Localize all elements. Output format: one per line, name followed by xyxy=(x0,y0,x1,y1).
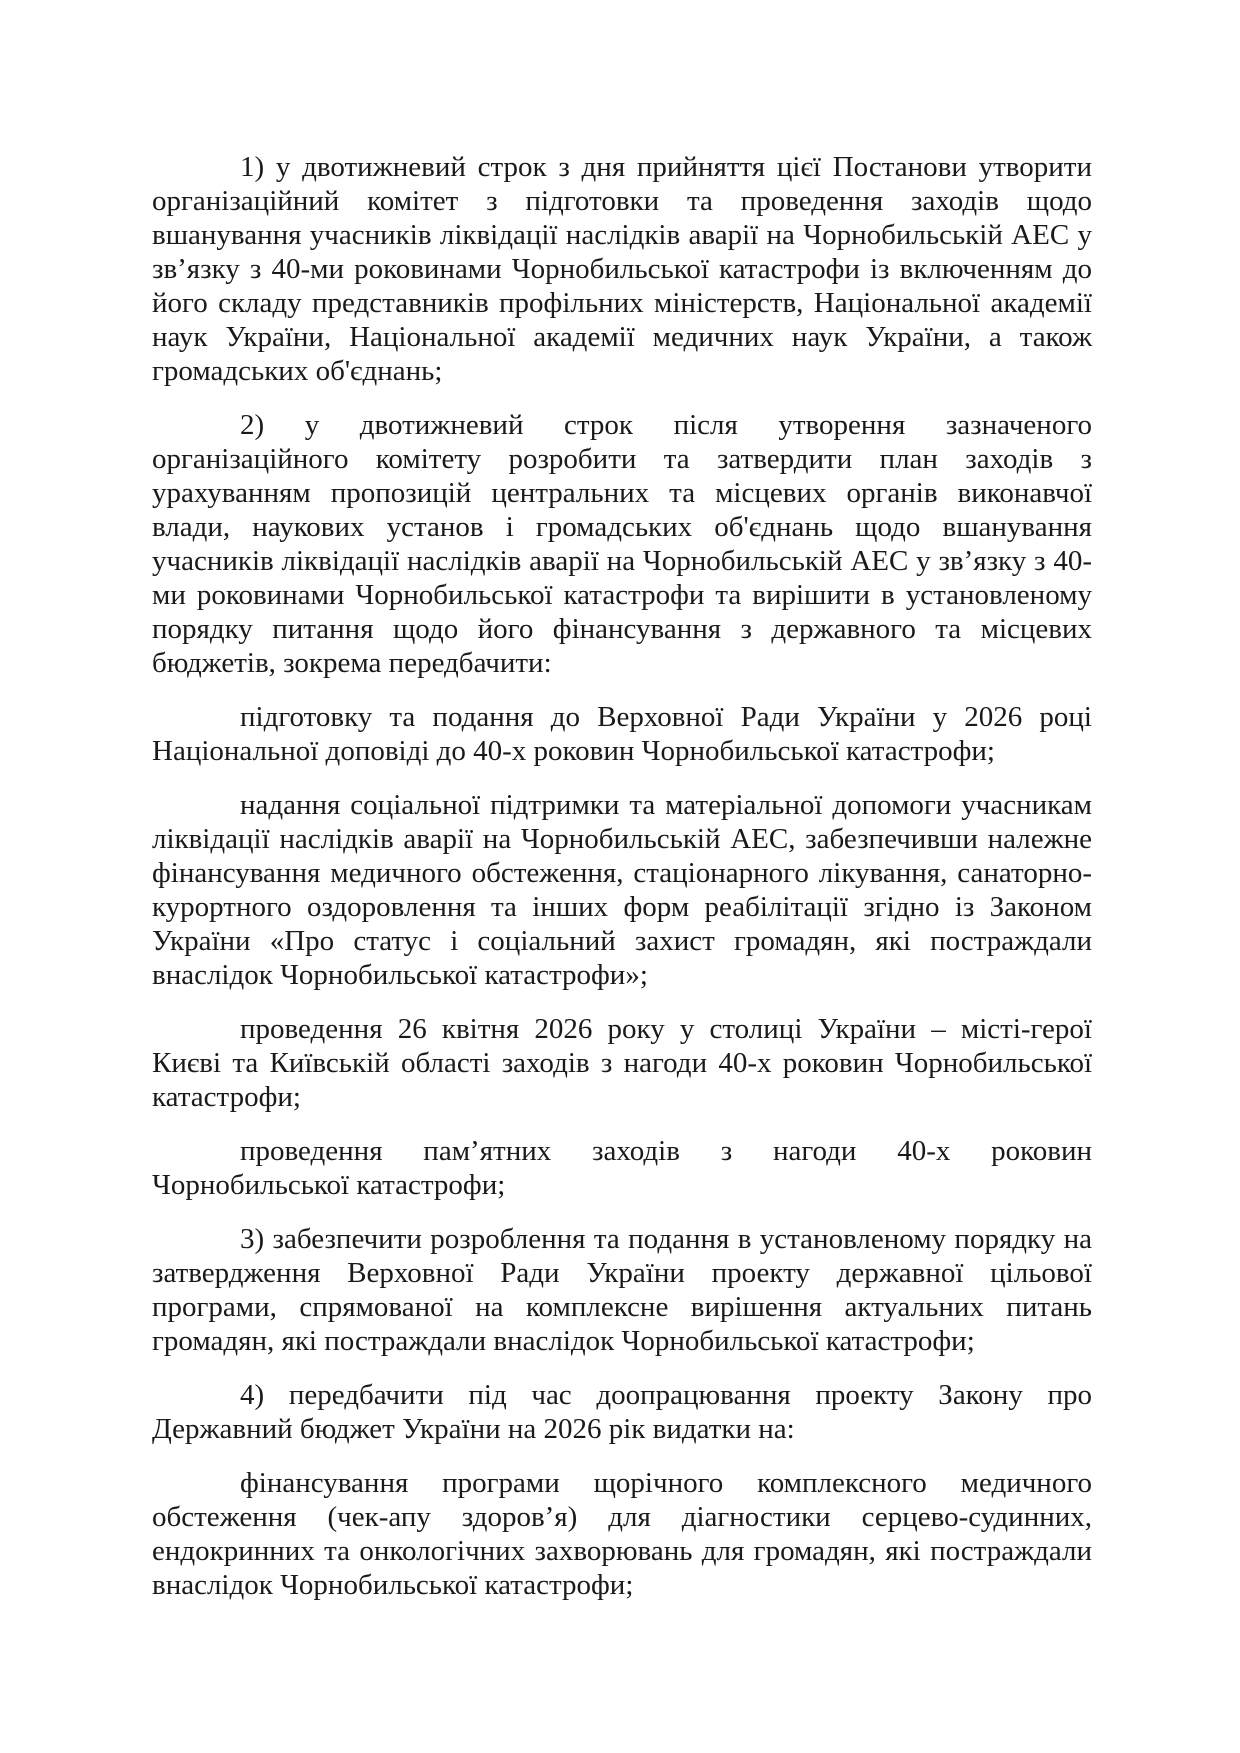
document-body xyxy=(152,150,1092,1622)
paragraph-social-support: надання соціальної підтримки та матеріальної допомоги учасникам ліквідації наслідків аварії на Чорнобильській АЕС, забезпечивши належне фінансування медичного обстеження, стаціонарного лікування, санаторно-курортного оздоровлення та інших форм реабілітації згідно із Законом України «Про статус і соціальний захист громадян, які постраждали внаслідок Чорнобильської катастрофи»; xyxy=(152,789,1092,991)
paragraph-kyiv-events: проведення 26 квітня 2026 року у столиці України – місті-герої Києві та Київській області заходів з нагоди 40-х роковин Чорнобильської катастрофи; xyxy=(152,1013,1092,1113)
paragraph-item-1: 1) у двотижневий строк з дня прийняття цієї Постанови утворити організаційний комітет з підготовки та проведення заходів щодо вшанування учасників ліквідації наслідків аварії на Чорнобильській АЕС у зв’язку з 40-ми роковинами Чорнобильської катастрофи із включенням до його складу представників профільних міністерств, Національної академії наук України, Національної академії медичних наук України, а також громадських об'єднань; xyxy=(152,151,1092,387)
paragraph-national-report: підготовку та подання до Верховної Ради України у 2026 році Національної доповіді до 40-х роковин Чорнобильської катастрофи; xyxy=(152,701,1092,767)
paragraph-item-3: 3) забезпечити розроблення та подання в установленому порядку на затвердження Верховної Ради України проекту державної цільової програми, спрямованої на комплексне вирішення актуальних питань громадян, які постраждали внаслідок Чорнобильської катастрофи; xyxy=(152,1223,1092,1357)
paragraph-memorial-events: проведення пам’ятних заходів з нагоди 40-х роковин Чорнобильської катастрофи; xyxy=(152,1135,1092,1201)
paragraph-medical-checkup: фінансування програми щорічного комплексного медичного обстеження (чек-апу здоров’я) для діагностики серцево-судинних, ендокринних та онкологічних захворювань для громадян, які постраждали внаслідок Чорнобильської катастрофи; xyxy=(152,1467,1092,1601)
paragraph-item-4: 4) передбачити під час доопрацювання проекту Закону про Державний бюджет України на 2026 рік видатки на: xyxy=(152,1379,1092,1445)
paragraph-item-2: 2) у двотижневий строк після утворення зазначеного організаційного комітету розробити та затвердити план заходів з урахуванням пропозицій центральних та місцевих органів виконавчої влади, наукових установ і громадських об'єднань щодо вшанування учасників ліквідації наслідків аварії на Чорнобильській АЕС у зв’язку з 40-ми роковинами Чорнобильської катастрофи та вирішити в установленому порядку питання щодо його фінансування з державного та місцевих бюджетів, зокрема передбачити: xyxy=(152,409,1092,679)
